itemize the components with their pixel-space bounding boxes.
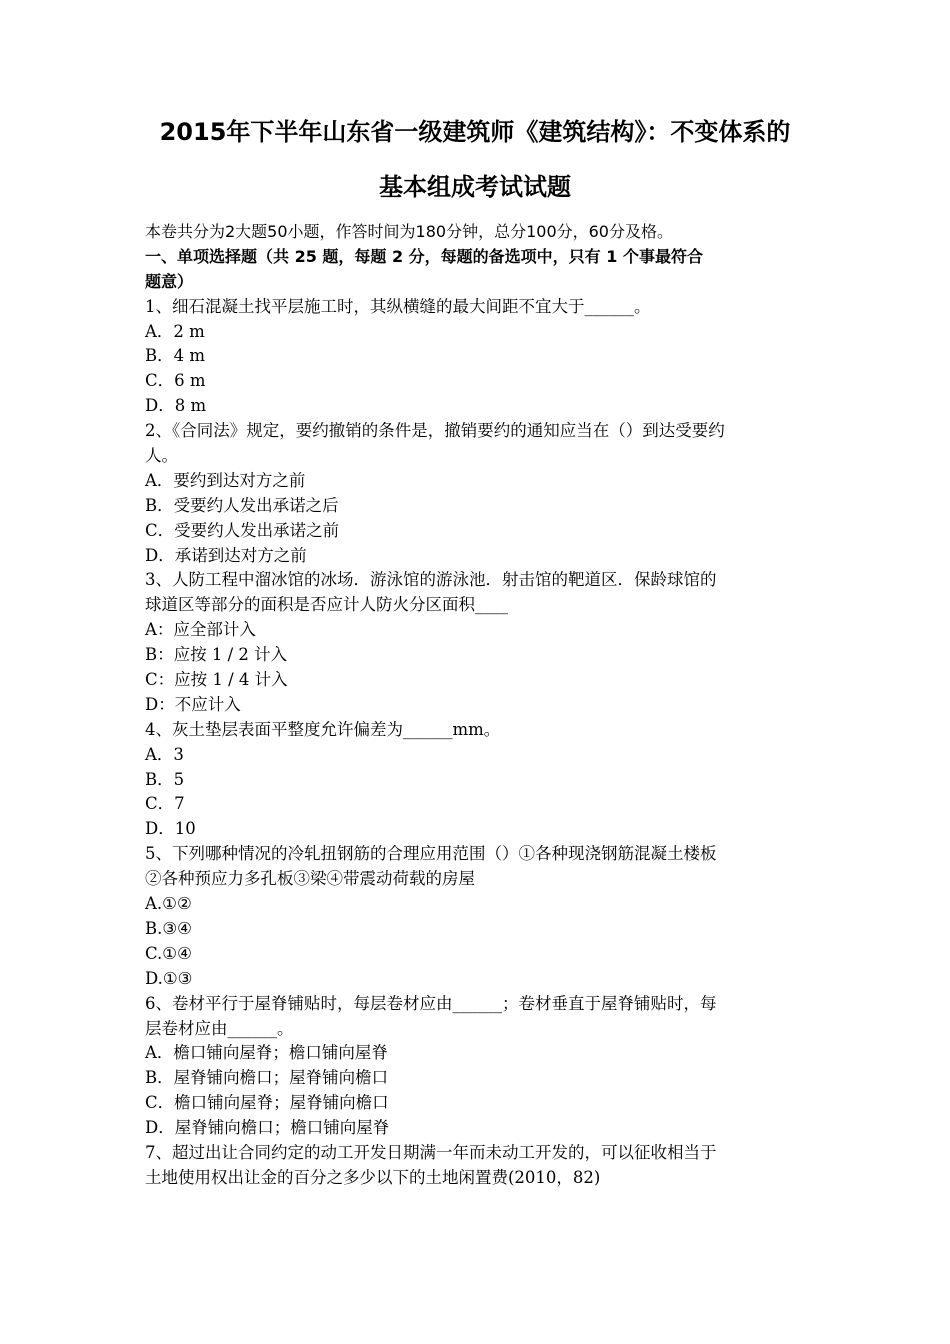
- document-body: [145, 220, 810, 1191]
- question-1-stem: 1、细石混凝土找平层施工时，其纵横缝的最大间距不宜大于______。: [145, 296, 651, 316]
- question-5-option-d: D.①③: [145, 968, 193, 988]
- question-7-stem-cont: 土地使用权出让金的百分之多少以下的土地闲置费(2010，82): [145, 1167, 601, 1187]
- section-heading: 一、单项选择题（共 25 题，每题 2 分，每题的备选项中，只有 1 个事最符合: [145, 246, 703, 266]
- question-5-option-a: A.①②: [145, 894, 192, 914]
- question-6-option-d: D．屋脊铺向檐口；檐口铺向屋脊: [145, 1118, 390, 1138]
- section-heading-cont: 题意）: [145, 271, 194, 291]
- question-5-option-b: B.③④: [145, 918, 192, 938]
- question-6-option-b: B．屋脊铺向檐口；屋脊铺向檐口: [145, 1068, 389, 1088]
- question-3-option-c: C：应按 1 / 4 计入: [145, 670, 288, 690]
- question-5-stem-cont: ②各种预应力多孔板③梁④带震动荷载的房屋: [145, 869, 475, 889]
- question-4-option-d: D．10: [145, 819, 196, 839]
- question-3-option-d: D：不应计入: [145, 694, 241, 714]
- question-6-option-c: C．檐口铺向屋脊；屋脊铺向檐口: [145, 1093, 389, 1113]
- question-5-stem: 5、下列哪种情况的冷轧扭钢筋的合理应用范围（）①各种现浇钢筋混凝土楼板: [145, 844, 717, 864]
- question-2-option-a: A．要约到达对方之前: [145, 470, 306, 490]
- question-3-option-a: A：应全部计入: [145, 620, 256, 640]
- question-3-stem: 3、人防工程中溜冰馆的冰场．游泳馆的游泳池．射击馆的靶道区．保龄球馆的: [145, 570, 717, 590]
- question-4-option-c: C．7: [145, 794, 185, 814]
- question-1-option-a: A．2 m: [145, 321, 205, 341]
- question-4-option-b: B．5: [145, 769, 185, 789]
- question-4-stem: 4、灰土垫层表面平整度允许偏差为______mm。: [145, 719, 501, 739]
- question-6-stem: 6、卷材平行于屋脊铺贴时，每层卷材应由______；卷材垂直于屋脊铺贴时，每: [145, 993, 717, 1013]
- question-6-option-a: A．檐口铺向屋脊；檐口铺向屋脊: [145, 1043, 388, 1063]
- question-1-option-d: D．8 m: [145, 396, 207, 416]
- question-2-option-b: B．受要约人发出承诺之后: [145, 495, 339, 515]
- question-1-option-c: C．6 m: [145, 371, 206, 391]
- document-title-line-1: 2015年下半年山东省一级建筑师《建筑结构》：不变体系的: [159, 118, 791, 146]
- question-7-stem: 7、超过出让合同约定的动工开发日期满一年而未动工开发的，可以征收相当于: [145, 1142, 717, 1162]
- question-3-stem-cont: 球道区等部分的面积是否应计人防火分区面积____: [145, 595, 508, 615]
- question-2-option-c: C．受要约人发出承诺之前: [145, 520, 340, 540]
- question-2-stem: 2、《合同法》规定，要约撤销的条件是，撤销要约的通知应当在（）到达受要约: [145, 421, 725, 441]
- question-2-stem-cont: 人。: [145, 446, 178, 466]
- question-6-stem-cont: 层卷材应由______。: [145, 1018, 294, 1038]
- question-2-option-d: D．承诺到达对方之前: [145, 545, 307, 565]
- document-title-line-2: 基本组成考试试题: [379, 173, 571, 201]
- question-4-option-a: A．3: [145, 744, 184, 764]
- question-3-option-b: B：应按 1 / 2 计入: [145, 645, 288, 665]
- exam-intro: 本卷共分为2大题50小题，作答时间为180分钟，总分100分，60分及格。: [145, 222, 673, 241]
- question-1-option-b: B．4 m: [145, 346, 206, 366]
- question-5-option-c: C.①④: [145, 943, 192, 963]
